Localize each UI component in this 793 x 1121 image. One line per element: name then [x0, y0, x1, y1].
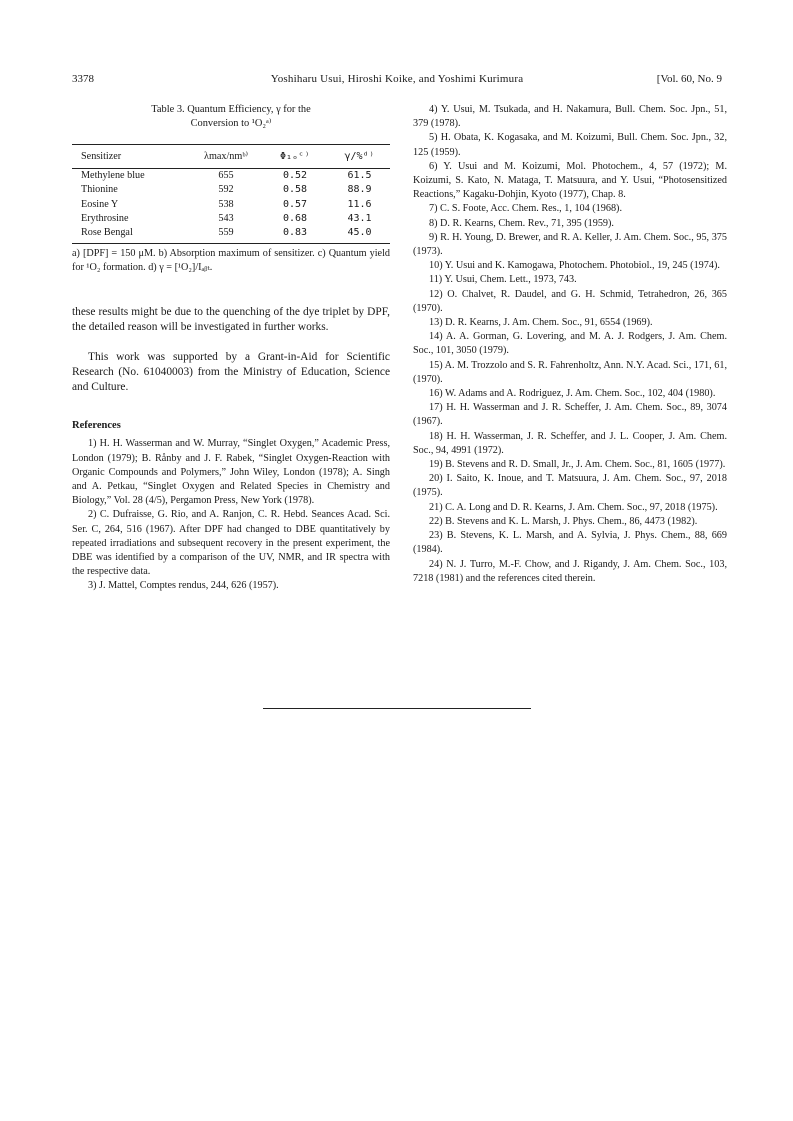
reference-item: 6) Y. Usui and M. Koizumi, Mol. Photochem., 4, 57 (1972); M. Koizumi, S. Kato, N. Mataga, T. Matsuura, and Y. Usui, “Photosensitized Reactions,” Kagaku-Dohjin, Kyoto (1977), Chap. 8.	[413, 160, 727, 201]
right-column	[413, 103, 727, 586]
reference-item: 21) C. A. Long and D. R. Kearns, J. Am. Chem. Soc., 97, 2018 (1975).	[429, 501, 718, 513]
column-header-quantum-yield: Φ₁ₒᶜ⁾	[279, 151, 311, 162]
table-row	[72, 183, 390, 197]
table-cell: 538	[218, 198, 234, 210]
reference-item: 24) N. J. Turro, M.-F. Chow, and J. Rigandy, J. Am. Chem. Soc., 103, 7218 (1981) and the references cited therein.	[413, 558, 727, 584]
table-row	[72, 226, 390, 244]
table-caption-line: Table 3. Quantum Efficiency, γ for the	[151, 104, 311, 115]
running-authors: Yoshiharu Usui, Hiroshi Koike, and Yoshimi Kurimura	[270, 73, 524, 85]
reference-item: 19) B. Stevens and R. D. Small, Jr., J. Am. Chem. Soc., 81, 1605 (1977).	[429, 459, 726, 471]
reference-item: 11) Y. Usui, Chem. Lett., 1973, 743.	[429, 274, 577, 286]
page-number: 3378	[72, 73, 94, 85]
table-cell: 655	[218, 170, 234, 182]
table-cell: 88.9	[347, 184, 372, 196]
column-header-lambda-max: λmax/nmᵇ⁾	[204, 151, 248, 162]
reference-item: 23) B. Stevens, K. L. Marsh, and A. Sylvia, J. Phys. Chem., 88, 669 (1984).	[413, 530, 727, 556]
table-cell: Rose Bengal	[81, 227, 133, 239]
table-caption	[72, 103, 390, 131]
reference-item: 1) H. H. Wasserman and W. Murray, “Singlet Oxygen,” Academic Press, London (1979); B. Rånby and J. F. Rabek, “Singlet Oxygen-Reaction with Organic Compounds and Polymers,” John Wiley, London (1978); A. Singh and A. Petkau, “Singlet Oxygen and Related Species in Chemistry and Biology,” Vol. 28 (4/5), Pergamon Press, New York (1978).	[72, 438, 390, 507]
table-header-row	[72, 145, 390, 169]
table-cell: 11.6	[347, 198, 372, 210]
references-heading: References	[72, 420, 121, 432]
table-cell: 43.1	[347, 212, 372, 224]
end-rule	[263, 708, 531, 709]
reference-item: 14) A. A. Gorman, G. Lovering, and M. A. J. Rodgers, J. Am. Chem. Soc., 101, 3050 (1979).	[413, 331, 727, 357]
table-cell: 61.5	[347, 170, 372, 182]
column-header-sensitizer: Sensitizer	[81, 151, 122, 162]
table-cell: 0.58	[282, 184, 308, 196]
table-cell: Methylene blue	[81, 170, 145, 182]
reference-item: 3) J. Mattel, Comptes rendus, 244, 626 (1957).	[88, 580, 279, 592]
reference-item: 8) D. R. Kearns, Chem. Rev., 71, 395 (1959).	[429, 217, 614, 229]
reference-item: 5) H. Obata, K. Kogasaka, and M. Koizumi, Bull. Chem. Soc. Jpn., 32, 125 (1959).	[413, 132, 727, 158]
reference-item: 4) Y. Usui, M. Tsukada, and H. Nakamura, Bull. Chem. Soc. Jpn., 51, 379 (1978).	[413, 104, 727, 130]
table-cell: Eosine Y	[81, 198, 119, 210]
column-header-gamma: γ/%ᵈ⁾	[344, 151, 375, 162]
table-cell: 543	[218, 212, 234, 224]
reference-item: 9) R. H. Young, D. Brewer, and R. A. Keller, J. Am. Chem. Soc., 95, 375 (1973).	[413, 231, 727, 258]
reference-item: 10) Y. Usui and K. Kamogawa, Photochem. Photobiol., 19, 245 (1974).	[429, 260, 720, 272]
left-column	[72, 103, 390, 594]
table-cell: 559	[218, 227, 234, 239]
acknowledgement-paragraph: This work was supported by a Grant-in-Aid for Scientific Research (No. 61040003) from the Ministry of Education, Science and Culture.	[72, 351, 390, 394]
reference-item: 17) H. H. Wasserman and J. R. Scheffer, J. Am. Chem. Soc., 89, 3074 (1967).	[413, 402, 727, 428]
reference-item: 15) A. M. Trozzolo and S. R. Fahrenholtz, Ann. N.Y. Acad. Sci., 171, 61, (1970).	[413, 359, 727, 385]
table-row	[72, 169, 390, 184]
table-cell: Erythrosine	[81, 212, 129, 224]
running-header	[72, 73, 722, 87]
reference-item: 20) I. Saito, K. Inoue, and T. Matsuura, J. Am. Chem. Soc., 97, 2018 (1975).	[413, 473, 727, 499]
reference-item: 13) D. R. Kearns, J. Am. Chem. Soc., 91, 6554 (1969).	[429, 317, 653, 329]
quantum-efficiency-table	[72, 144, 390, 244]
table-cell: 45.0	[347, 227, 372, 239]
table-cell: 592	[218, 184, 234, 196]
reference-item: 2) C. Dufraisse, G. Rio, and A. Ranjon, C. R. Hebd. Seances Acad. Sci. Ser. C, 264, 516 (1967). After DPF had changed to DBE quantitatively by repeated irradiations and subsequent recovery in the present experiment, the DBE was identified by a comparison of the UV, NMR, and IR spectra with the respective data.	[72, 509, 390, 578]
table-caption-line: Conversion to ¹O₂ᵃ⁾	[190, 118, 272, 129]
table-cell: Thionine	[81, 184, 118, 196]
table-cell: 0.83	[282, 227, 308, 239]
reference-item: 7) C. S. Foote, Acc. Chem. Res., 1, 104 (1968).	[429, 203, 622, 215]
volume-info: [Vol. 60, No. 9	[656, 73, 722, 85]
table-footnotes: a) [DPF] = 150 μM. b) Absorption maximum of sensitizer. c) Quantum yield for ¹O₂ formation. d) γ = [¹O₂]/Iₐᵦₜ.	[72, 248, 390, 273]
table-row	[72, 212, 390, 226]
table-cell: 0.57	[282, 198, 308, 210]
reference-item: 12) O. Chalvet, R. Daudel, and G. H. Schmid, Tetrahedron, 26, 365 (1970).	[413, 288, 727, 314]
reference-item: 16) W. Adams and A. Rodriguez, J. Am. Chem. Soc., 102, 404 (1980).	[429, 388, 716, 400]
reference-item: 18) H. H. Wasserman, J. R. Scheffer, and J. L. Cooper, J. Am. Chem. Soc., 94, 4991 (1972).	[413, 430, 727, 456]
body-paragraph: these results might be due to the quenching of the dye triplet by DPF, the detailed reason will be investigated in further works.	[72, 306, 390, 334]
reference-item: 22) B. Stevens and K. L. Marsh, J. Phys. Chem., 86, 4473 (1982).	[429, 515, 698, 527]
table-row	[72, 198, 390, 212]
table-cell: 0.68	[282, 212, 308, 224]
table-cell: 0.52	[282, 170, 308, 182]
